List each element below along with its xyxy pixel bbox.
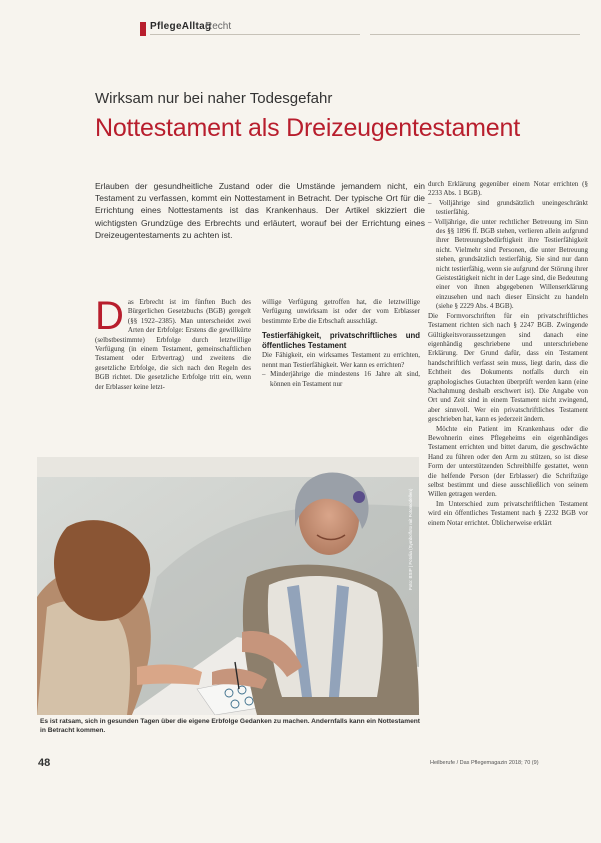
column-1-text: as Erbrecht ist im fünften Buch des Bürgerlichen Gesetzbuchs (BGB) geregelt (§§ 1922–2385). Man unterscheidet zwei Arten der Erbfolge: Erstens die gewillkürte (selbstbestimmte) Erbfolge durch letztwillige Verfügung (in einem Testament, gemeinschaftlichen Testament oder Erbvertrag) und zweitens die gesetzliche Erbfolge, die sich nach den Regeln des BGB richtet. Die gesetzliche Erbfolge tritt ein, wenn der Erblasser keine letzt- bbox=[95, 298, 251, 391]
page-number: 48 bbox=[38, 757, 51, 769]
photo-illustration bbox=[37, 457, 419, 715]
body-column-3 bbox=[428, 180, 588, 528]
body-column-1 bbox=[95, 294, 251, 392]
column-2-intro: willige Verfügung getroffen hat, die letztwillige Verfügung unwirksam ist oder der vom Erblasser bestimmte Erbe die Erbschaft ausschlägt. bbox=[262, 298, 420, 325]
drop-cap: D bbox=[95, 294, 124, 338]
header-rule bbox=[370, 34, 580, 35]
article-title: Nottestament als Dreizeugentestament bbox=[95, 114, 520, 142]
kicker-accent-bar bbox=[140, 22, 146, 36]
section-kicker: PflegeAlltag bbox=[150, 21, 212, 32]
column-3-top: durch Erklärung gegenüber einem Notar errichten (§ 2233 Abs. 1 BGB). bbox=[428, 180, 588, 198]
article-subtitle: Wirksam nur bei naher Todesgefahr bbox=[95, 90, 333, 107]
section-heading-testierfaehigkeit: Testierfähigkeit, privatschriftliches und öffentliches Testament bbox=[262, 331, 420, 350]
photo-caption: Es ist ratsam, sich in gesunden Tagen über die eigene Erbfolge Gedanken zu machen. Andernfalls kann ein Nottestament in Betracht kommen. bbox=[40, 718, 420, 734]
photo-credit: Foto: BSIP | Fotolia (Symbolfoto mit Fotomodellen) bbox=[408, 488, 413, 590]
header-rule bbox=[150, 34, 360, 35]
section-label: Recht bbox=[205, 21, 232, 32]
column-3-paragraph-1: Die Formvorschriften für ein privatschriftliches Testament richten sich nach § 2247 BGB. Zwingende Gültigkeitsvoraussetzungen sind danach eine eigenhändig geschriebene und unterschriebene Erklärung. Der Grund dafür, dass ein Testament handschriftlich verfasst sein muss, liegt darin, dass die Echtheit des Dokuments notfalls durch ein graphologisches Gutachten überprüft werden kann (eine Nachahmung deshalb erschwert ist). Die Angabe von Ort und Zeit sind in einem Testament nicht zwingend, aber sinnvoll. Wer ein privatschriftliches Testament geschrieben hat, kann es jederzeit ändern. bbox=[428, 311, 588, 424]
column-2-text: Die Fähigkeit, ein wirksames Testament zu errichten, nennt man Testierfähigkeit. Wer kann es errichten? bbox=[262, 351, 420, 369]
bullet-item: – Volljährige, die unter rechtlicher Betreuung im Sinn des §§ 1896 ff. BGB stehen, verlieren allein aufgrund ihrer Betreuungsbedürftigkeit ihre Testierfähigkeit nicht. Vielmehr sind Personen, die unter Betreuung stehen, grundsätzlich testierfähig. Sie sind nur dann nicht testierfähig, wenn sie aufgrund der Störung ihrer Geistestätigkeit nicht in der Lage sind, die Bedeutung einer von ihnen abgegebenen Willenserklärung einzusehen und nach dieser Einsicht zu handeln (siehe § 2229 Abs. 4 BGB). bbox=[428, 217, 589, 311]
bullet-item: – Volljährige sind grundsätzlich uneingeschränkt testierfähig. bbox=[428, 198, 588, 217]
journal-footer: Heilberufe / Das Pflegemagazin 2018; 70 (9) bbox=[430, 760, 539, 766]
article-lead: Erlauben der gesundheitliche Zustand oder die Umstände jemandem nicht, ein Testament zu verfassen, kommt ein Nottestament in Betracht. Der typische Ort für die Errichtung eines Nottestaments ist das Krankenhaus. Der Artikel skizziert die wichtigsten Grundzüge des Erbrechts und erläutert, worauf bei der Errichtung eines Dreizeugentestaments zu achten ist. bbox=[95, 181, 425, 240]
column-3-paragraph-2: Möchte ein Patient im Krankenhaus oder die Bewohnerin eines Pflegeheims ein eigenhändiges Testament errichten und bittet darum, die geschwächte Hand zu führen oder den Arm zu stützen, so ist diese Form der unterstützenden Schreibhilfe gestattet, wenn die helfende Person (der Erblasser) die Schriftzüge selbst bestimmt und diese ausschließlich von seinem Willen getragen werden. bbox=[428, 424, 588, 499]
column-3-paragraph-3: Im Unterschied zum privatschriftlichen Testament wird ein öffentliches Testament nach § 2232 BGB vor einem Notar errichtet. Üblicherweise erklärt bbox=[428, 499, 588, 527]
column-2-bullet: – Minderjährige die mindestens 16 Jahre alt sind, können ein Testament nur bbox=[262, 370, 420, 388]
article-photo bbox=[37, 457, 419, 715]
body-column-2 bbox=[262, 298, 420, 389]
